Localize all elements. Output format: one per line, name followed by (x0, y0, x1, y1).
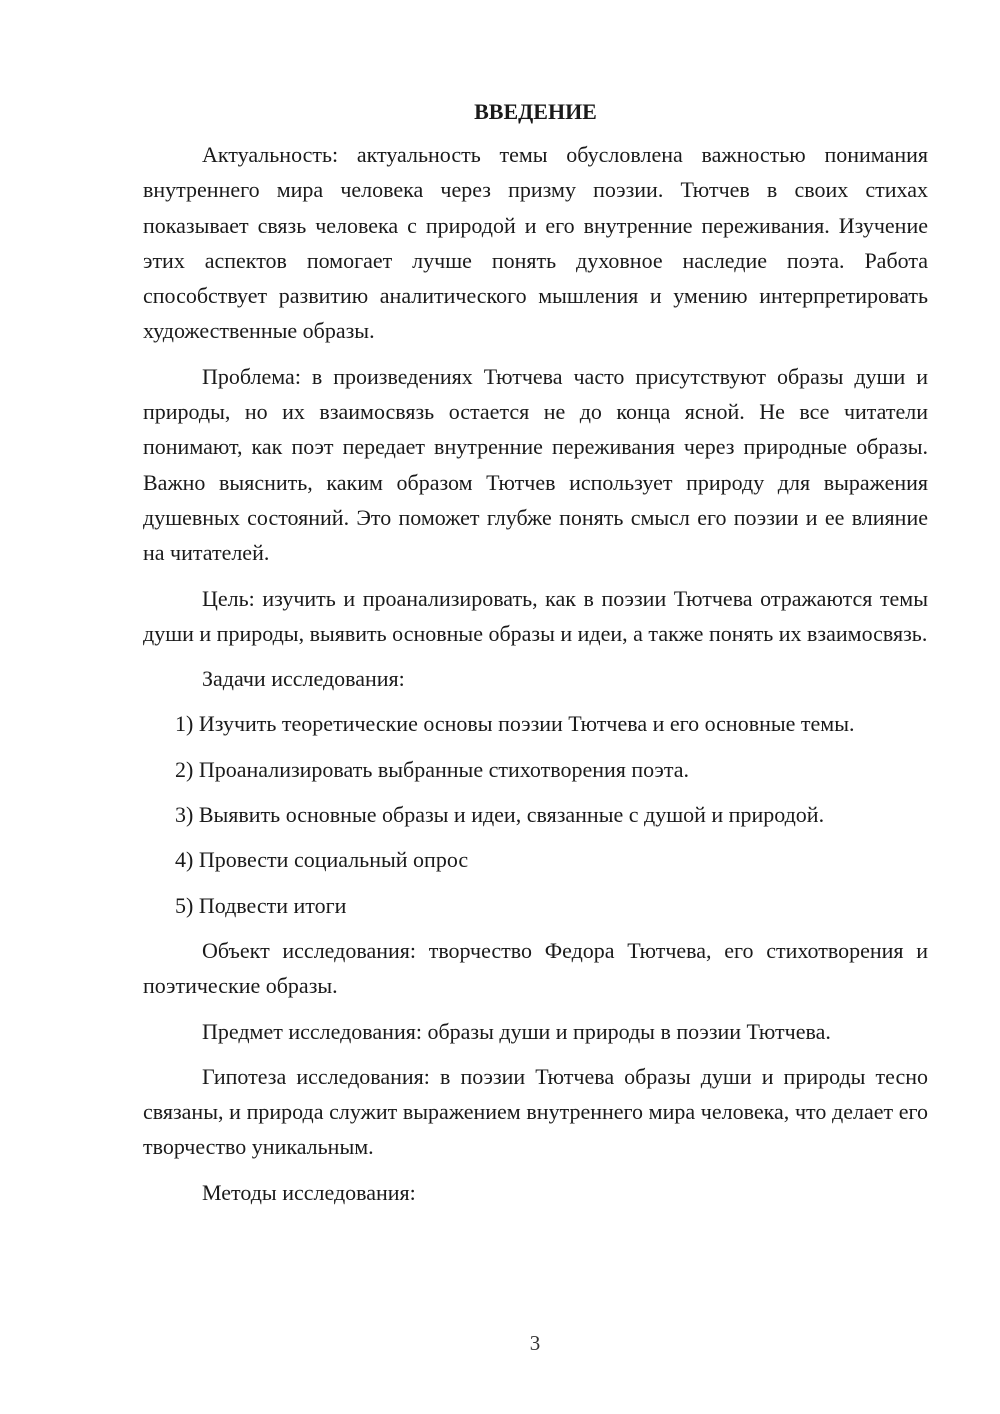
paragraph-object: Объект исследования: творчество Федора Тютчева, его стихотворения и поэтические образы. (143, 937, 928, 999)
task-item-2: 2) Проанализировать выбранные стихотворения поэта. (175, 756, 690, 782)
page-number: 3 (529, 1331, 541, 1355)
section-title: ВВЕДЕНИЕ (474, 99, 597, 124)
paragraph-subject: Предмет исследования: образы души и природы в поэзии Тютчева. (202, 1018, 831, 1044)
task-item-4: 4) Провести социальный опрос (175, 847, 469, 873)
task-item-3: 3) Выявить основные образы и идеи, связанные с душой и природой. (175, 802, 825, 828)
paragraph-actuality: Актуальность: актуальность темы обусловлена важностью понимания внутреннего мира человека через призму поэзии. Тютчев в своих стихах показывает связь человека с природой и его внутренние переживания. Изучение этих аспектов помогает лучше понять духовное наследие поэта. Работа способствует развитию аналитического мышления и умению интерпретировать художественные образы. (143, 142, 928, 344)
task-item-5: 5) Подвести итоги (175, 892, 347, 918)
paragraph-goal: Цель: изучить и проанализировать, как в поэзии Тютчева отражаются темы души и природы, выявить основные образы и идеи, а также понять их взаимосвязь. (143, 585, 928, 646)
paragraph-problem: Проблема: в произведениях Тютчева часто присутствуют образы души и природы, но их взаимосвязь остается не до конца ясной. Не все читатели понимают, как поэт передает внутренние переживания через природные образы. Важно выяснить, каким образом Тютчев использует природу для выражения душевных состояний. Это поможет глубже понять смысл его поэзии и ее влияние на читателей. (143, 363, 928, 566)
tasks-heading: Задачи исследования: (202, 666, 405, 692)
paragraph-hypothesis: Гипотеза исследования: в поэзии Тютчева образы души и природы тесно связаны, и природа служит выражением внутреннего мира человека, что делает его творчество уникальным. (143, 1063, 928, 1160)
page-content (143, 94, 928, 1220)
task-item-1: 1) Изучить теоретические основы поэзии Тютчева и его основные темы. (175, 711, 855, 737)
paragraph-methods: Методы исследования: (202, 1179, 416, 1205)
